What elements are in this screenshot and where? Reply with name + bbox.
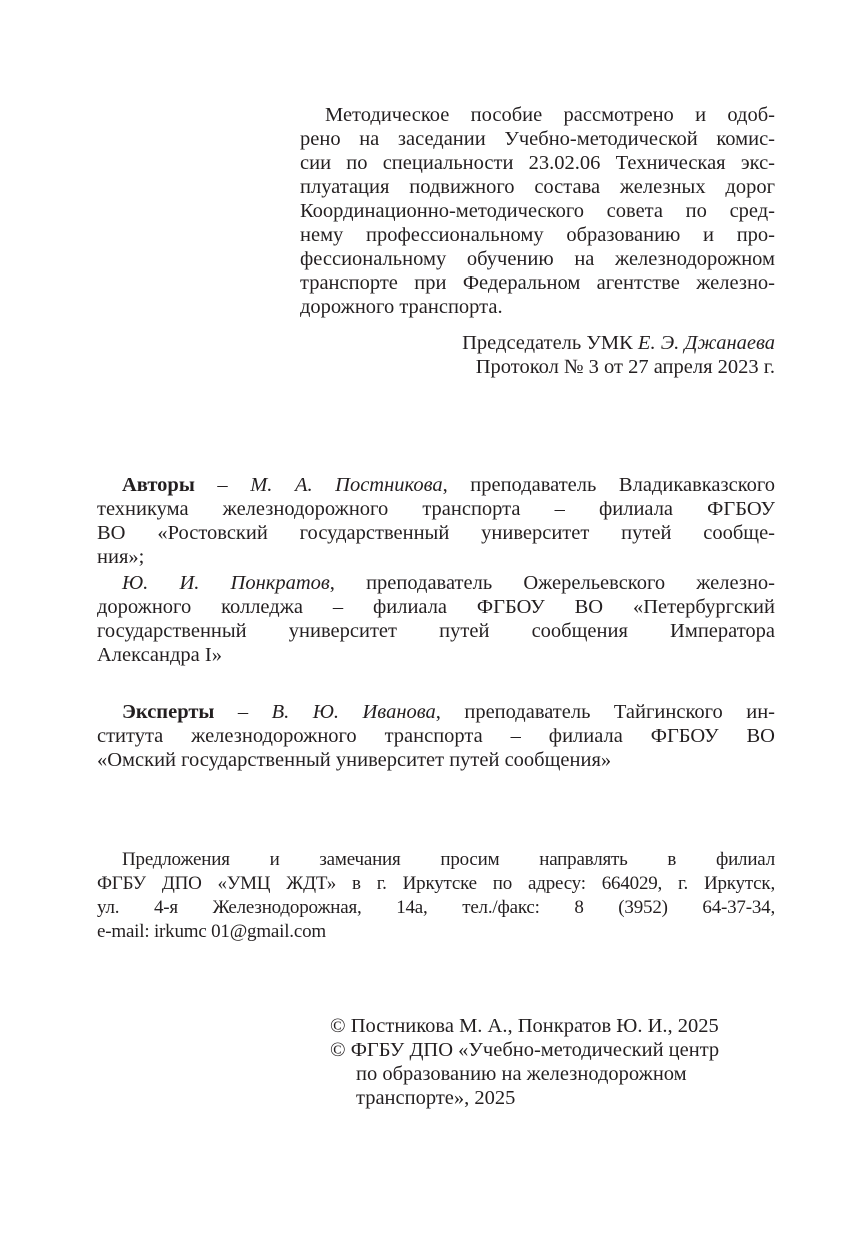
text-segment: Председатель УМК bbox=[462, 332, 638, 354]
text-segment: Протокол № 3 от 27 апреля 2023 г. bbox=[475, 356, 775, 378]
text-line bbox=[97, 619, 775, 643]
text-line bbox=[300, 355, 775, 379]
text-segment: по образованию на железнодорожном bbox=[356, 1063, 687, 1085]
text-segment: e-mail: irkumc 01@gmail.com bbox=[97, 921, 326, 942]
person-name: В. Ю. Иванова bbox=[271, 701, 436, 723]
text-segment: Методическое пособие рассмотрено и одоб- bbox=[325, 104, 775, 126]
text-segment: © ФГБУ ДПО «Учебно-методический центр bbox=[330, 1039, 720, 1061]
text-segment: ния»; bbox=[97, 546, 145, 568]
text-line bbox=[97, 473, 775, 497]
text-segment: , преподаватель Ожерельевского железно- bbox=[329, 572, 775, 594]
text-line bbox=[330, 1014, 790, 1038]
text-segment: техникума железнодорожного транспорта – филиала ФГБОУ bbox=[97, 498, 775, 520]
person-name: Е. Э. Джанаева bbox=[637, 332, 775, 354]
text-segment: дорожного транспорта. bbox=[300, 296, 503, 318]
text-line bbox=[300, 199, 775, 223]
text-line bbox=[97, 848, 775, 872]
text-line bbox=[330, 1086, 790, 1110]
text-line bbox=[97, 521, 775, 545]
text-segment: © Постникова М. А., Понкратов Ю. И., 2025 bbox=[330, 1015, 719, 1037]
text-line bbox=[300, 331, 775, 355]
approval-note bbox=[300, 103, 775, 319]
text-line bbox=[97, 896, 775, 920]
text-line bbox=[97, 724, 775, 748]
text-segment: – bbox=[194, 474, 251, 496]
text-segment: ФГБУ ДПО «УМЦ ЖДТ» в г. Иркутске по адресу: 664029, г. Иркутск, bbox=[97, 873, 775, 894]
experts-section bbox=[97, 700, 775, 772]
text-line bbox=[97, 545, 775, 569]
text-segment: сии по специальности 23.02.06 Техническая экс- bbox=[300, 152, 775, 174]
text-line bbox=[97, 920, 775, 944]
contact-info bbox=[97, 848, 775, 944]
text-segment: дорожного колледжа – филиала ФГБОУ ВО «Петербургский bbox=[97, 596, 775, 618]
text-segment: , преподаватель Тайгинского ин- bbox=[435, 701, 775, 723]
bold-label: Авторы bbox=[122, 474, 195, 496]
text-segment: – bbox=[214, 701, 272, 723]
text-segment: фессиональному обучению на железнодорожном bbox=[300, 248, 775, 270]
text-segment: Координационно-методического совета по сред- bbox=[300, 200, 775, 222]
text-line bbox=[300, 295, 775, 319]
text-line bbox=[300, 151, 775, 175]
text-line bbox=[97, 595, 775, 619]
text-segment: ВО «Ростовский государственный университет путей сообще- bbox=[97, 522, 775, 544]
text-line bbox=[300, 247, 775, 271]
text-line bbox=[97, 643, 775, 667]
bold-label: Эксперты bbox=[122, 701, 215, 723]
text-line bbox=[300, 175, 775, 199]
author-entry bbox=[97, 571, 775, 667]
text-line bbox=[330, 1062, 790, 1086]
text-line bbox=[97, 497, 775, 521]
authors-section bbox=[97, 473, 775, 669]
text-line bbox=[97, 571, 775, 595]
copyright-notice bbox=[330, 1014, 790, 1110]
text-segment: , преподаватель Владикавказского bbox=[442, 474, 776, 496]
text-line bbox=[300, 223, 775, 247]
person-name: Ю. И. Понкратов bbox=[122, 572, 330, 594]
commission-chair-protocol bbox=[300, 331, 775, 379]
text-segment: плуатация подвижного состава железных дорог bbox=[300, 176, 775, 198]
text-line bbox=[330, 1038, 790, 1062]
text-segment: транспорте», 2025 bbox=[356, 1087, 516, 1109]
text-segment: рено на заседании Учебно-методической комис- bbox=[300, 128, 775, 150]
text-line bbox=[300, 271, 775, 295]
author-entry bbox=[97, 473, 775, 569]
text-line bbox=[97, 700, 775, 724]
text-line bbox=[97, 748, 775, 772]
text-line bbox=[300, 103, 775, 127]
text-segment: транспорте при Федеральном агентстве железно- bbox=[300, 272, 775, 294]
text-segment: ул. 4-я Железнодорожная, 14а, тел./факс: 8 (3952) 64-37-34, bbox=[97, 897, 775, 918]
text-line bbox=[300, 127, 775, 151]
text-segment: Предложения и замечания просим направлять в филиал bbox=[122, 849, 775, 870]
text-line bbox=[97, 872, 775, 896]
text-segment: Александра I» bbox=[97, 644, 222, 666]
text-segment: нему профессиональному образованию и про- bbox=[300, 224, 775, 246]
text-segment: ститута железнодорожного транспорта – филиала ФГБОУ ВО bbox=[97, 725, 775, 747]
person-name: М. А. Постникова bbox=[250, 474, 443, 496]
text-segment: государственный университет путей сообщения Императора bbox=[97, 620, 775, 642]
text-segment: «Омский государственный университет путей сообщения» bbox=[97, 749, 612, 771]
